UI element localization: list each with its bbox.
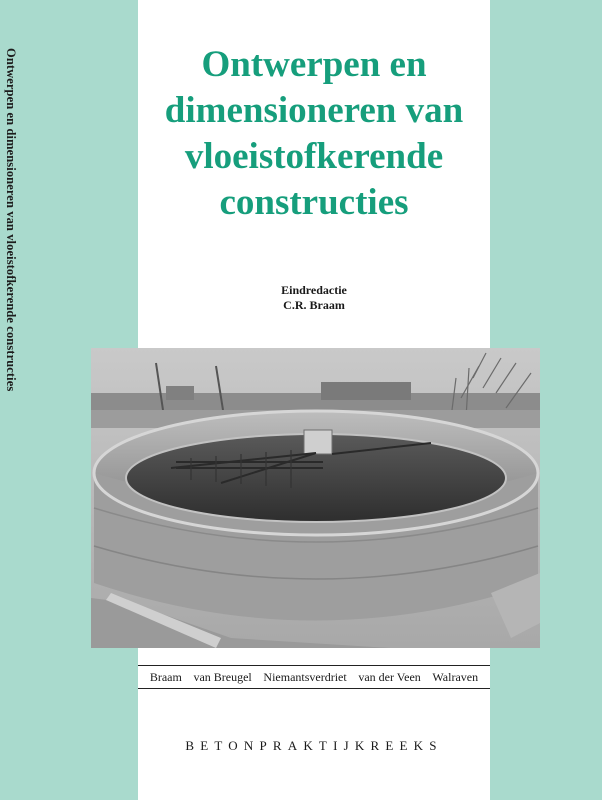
- cover-photo: [91, 348, 540, 648]
- author-list: [138, 665, 490, 689]
- editor-name: C.R. Braam: [283, 298, 345, 312]
- book-title: [138, 42, 490, 226]
- title-line-4: constructies: [219, 182, 409, 223]
- title-line-1: Ontwerpen en: [201, 44, 427, 85]
- author-name: Niemantsverdriet: [263, 669, 347, 684]
- spine-title: Ontwerpen en dimensioneren van vloeistofkerende constructies: [4, 48, 18, 392]
- author-name: Braam: [149, 669, 182, 684]
- title-line-2: dimensioneren van: [164, 90, 464, 131]
- series-name: BETONPRAKTIJKREEKS: [185, 738, 443, 753]
- book-spine: [0, 0, 30, 800]
- editor-label: Eindredactie: [281, 283, 347, 297]
- editor-credit: [138, 283, 490, 313]
- clarifier-tank-image: [91, 348, 540, 648]
- author-name: van Breugel: [193, 669, 252, 684]
- author-name: van der Veen: [358, 669, 421, 684]
- author-name: Walraven: [432, 669, 479, 684]
- title-line-3: vloeistofkerende: [184, 136, 444, 177]
